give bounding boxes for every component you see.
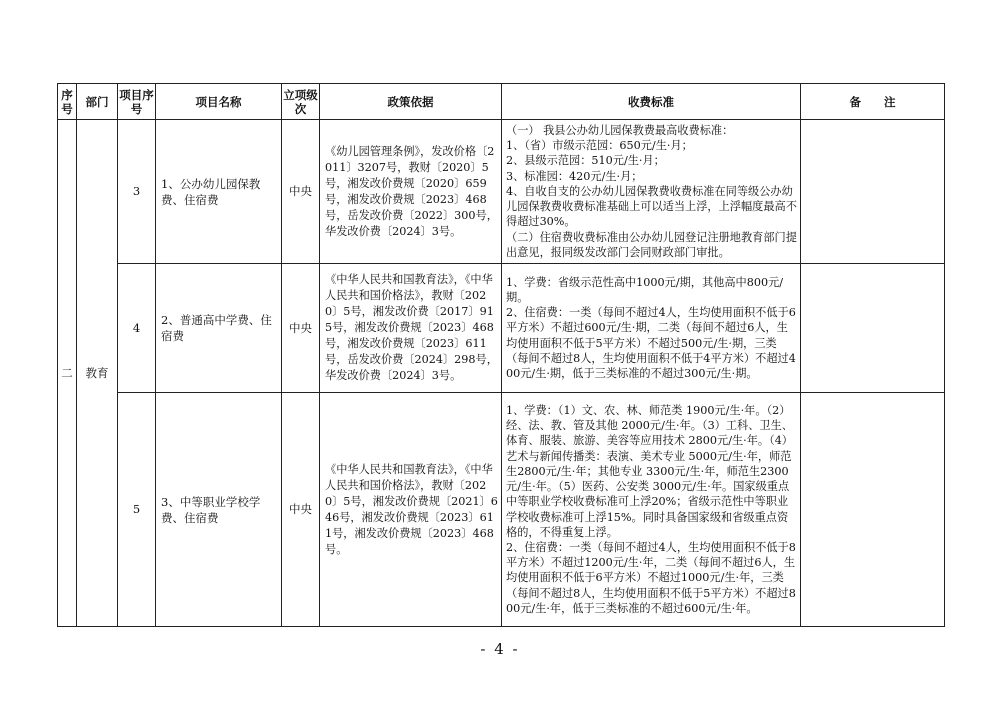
header-row [58,84,945,120]
header-remark: 备 注 [801,84,945,120]
page-number: - 4 - [480,640,520,658]
fee-line: （二）住宿费收费标准由公办幼儿园登记注册地教育部门提出意见，报同级发改部门会同财政部门审批。 [506,230,797,259]
item-policy: 《幼儿园管理条例》，发改价格〔2011〕3207号，教财〔2020〕5号，湘发改价费规〔2020〕659号，湘发改价费规〔2023〕468号，岳发改价费〔2022〕300号，华发改价费〔2024〕3号。 [320,120,502,264]
fee-table [57,83,945,627]
header-dept: 部门 [77,84,118,120]
header-fee: 收费标准 [502,84,801,120]
item-seq: 4 [118,264,156,393]
fee-line: （一） 我县公办幼儿园保教费最高收费标准： [506,124,734,138]
group-dept: 教育 [77,120,118,627]
item-level: 中央 [282,393,320,627]
item-remark [801,120,945,264]
item-remark [801,393,945,627]
table-row [58,393,945,627]
item-name: 1、公办幼儿园保教费、住宿费 [156,120,282,264]
table-row [58,120,945,264]
item-level: 中央 [282,120,320,264]
fee-line: 2、县级示范园：510元/生·月； [506,154,665,168]
item-fee [502,264,801,393]
fee-line: 1、（省）市级示范园：650元/生·月； [506,139,693,153]
header-item-name: 项目名称 [156,84,282,120]
item-seq: 3 [118,120,156,264]
item-name: 2、普通高中学费、住宿费 [156,264,282,393]
table-row [58,264,945,393]
group-seq: 二 [58,120,77,627]
fee-line: 4、自收自支的公办幼儿园保教费收费标准在同等级公办幼儿园保教费收费标准基础上可以适当上浮，上浮幅度最高不得超过30%。 [506,184,797,229]
header-level: 立项级次 [282,84,320,120]
item-policy: 《中华人民共和国教育法》，《中华人民共和国价格法》，教财〔2020〕5号，湘发改价费规〔2021〕646号，湘发改价费规〔2023〕611号，湘发改价费规〔2023〕468号。 [320,393,502,627]
header-item-seq: 项目序号 [118,84,156,120]
item-remark [801,264,945,393]
fee-line: 1、学费：（1）文、农、林、师范类 1900元/生·年。（2）经、法、教、管及其他 2000元/生·年。（3）工科、卫生、体育、服装、旅游、美容等应用技术 2800元/生·年。（4）艺术与新闻传播类：表演、美术专业 5000元/生·年，师范生2800元/生·年；其他专业 3300元/生·年，师范生2300元/生·年。（5）医药、公安类 3000元/生·年。国家级重点中等职业学校收费标准可上浮20%；省级示范性中等职业学校收费标准可上浮15%。同时具备国家级和省级重点资格的，不得重复上浮。 [506,404,793,539]
header-seq: 序号 [58,84,77,120]
fee-line: 1、学费：省级示范性高中1000元/期，其他高中800元/期。 [506,275,784,304]
header-policy: 政策依据 [320,84,502,120]
item-fee [502,393,801,627]
item-fee [502,120,801,264]
item-level: 中央 [282,264,320,393]
fee-line: 3、标准园：420元/生·月； [506,169,643,183]
fee-line: 2、住宿费：一类（每间不超过4人，生均使用面积不低于6平方米）不超过600元/生·期，二类（每间不超过6人，生均使用面积不低于5平方米）不超过500元/生·期，三类（每间不超过8人，生均使用面积不低于4平方米）不超过400元/生·期，低于三类标准的不超过300元/生·期。 [506,306,796,380]
item-seq: 5 [118,393,156,627]
item-policy: 《中华人民共和国教育法》，《中华人民共和国价格法》，教财〔2020〕5号，湘发改价费〔2017〕915号，湘发改价费规〔2023〕468号，湘发改价费规〔2023〕611号，岳发改价费〔2024〕298号，华发改价费〔2024〕3号。 [320,264,502,393]
item-name: 3、中等职业学校学费、住宿费 [156,393,282,627]
fee-line: 2、住宿费：一类（每间不超过4人，生均使用面积不低于8平方米）不超过1200元/生·年，二类（每间不超过6人，生均使用面积不低于6平方米）不超过1000元/生·年，三类（每间不超过8人，生均使用面积不低于5平方米）不超过800元/生·年，低于三类标准的不超过600元/生·年。 [506,540,796,615]
